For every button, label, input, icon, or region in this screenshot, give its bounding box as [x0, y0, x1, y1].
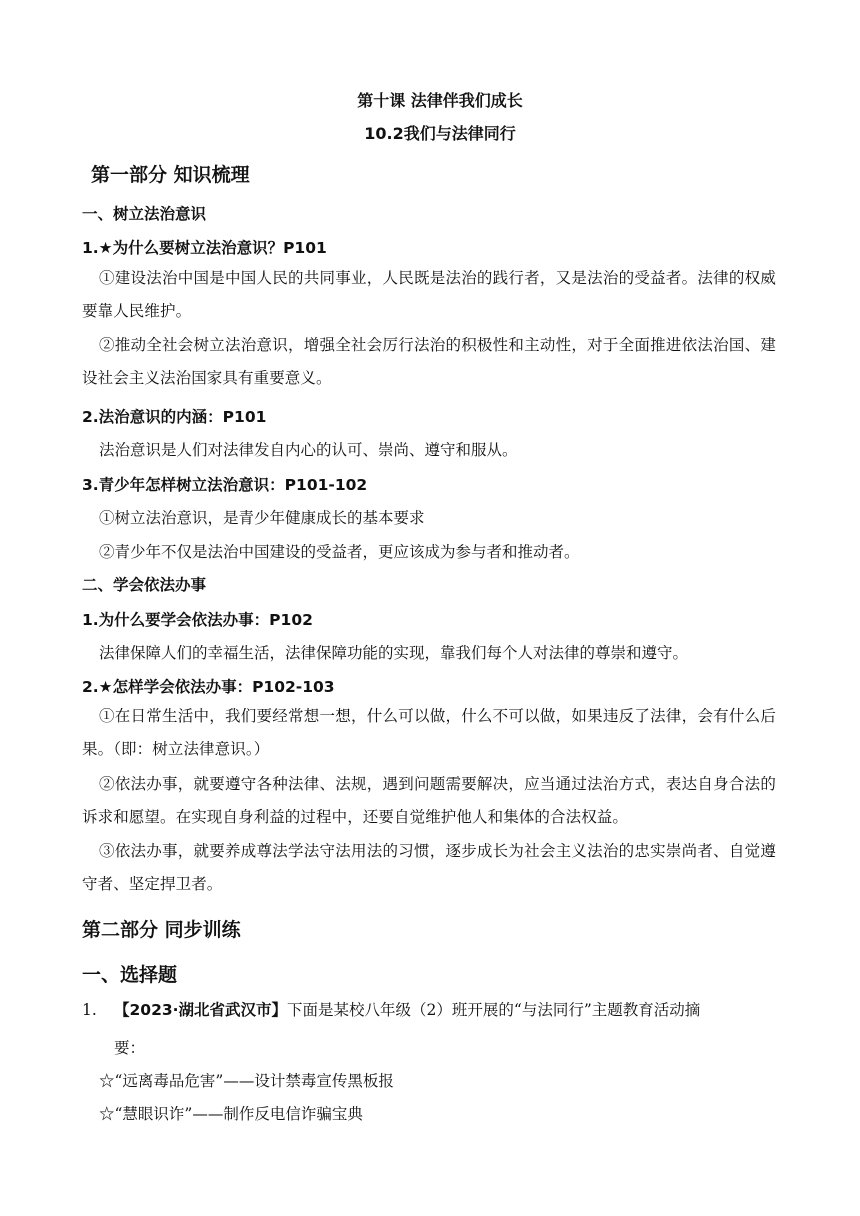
part1-s2-q1-p1: 法律保障人们的幸福生活，法律保障功能的实现，靠我们每个人对法律的尊崇和遵守。	[99, 644, 689, 662]
part1-s2-q1-label: 1.为什么要学会依法办事：P102	[82, 611, 313, 629]
part1-s1-q3-label: 3.青少年怎样树立法治意识：P101-102	[82, 476, 368, 494]
part1-s2-q2-label: 2.★怎样学会依法办事：P102-103	[82, 678, 335, 696]
part1-s1-q2-p1: 法治意识是人们对法律发自内心的认可、崇尚、遵守和服从。	[99, 441, 518, 459]
part1-s1-q2-label: 2.法治意识的内涵：P101	[82, 408, 267, 426]
section-title: 10.2我们与法律同行	[364, 124, 516, 143]
part2-heading: 第二部分 同步训练	[82, 919, 241, 941]
part1-s2-heading: 二、学会依法办事	[82, 576, 207, 594]
part1-s1-q1-p1: ①建设法治中国是中国人民的共同事业，人民既是法治的践行者，又是法治的受益者。法律的权威要靠人民维护。	[82, 269, 776, 320]
part1-s1-q3-p1: ①树立法治意识，是青少年健康成长的基本要求	[99, 509, 425, 527]
question-number: 1.	[82, 1001, 97, 1019]
part1-heading: 第一部分 知识梳理	[91, 164, 250, 186]
lesson-title: 第十课 法律伴我们成长	[357, 91, 523, 110]
question-text-line1: 下面是某校八年级（2）班开展的“与法同行”主题教育活动摘	[287, 1001, 701, 1019]
question-option-1: ☆“远离毒品危害”——设计禁毒宣传黑板报	[99, 1072, 394, 1090]
part1-s2-q2-p1: ①在日常生活中，我们要经常想一想，什么可以做，什么不可以做，如果违反了法律，会有什么后果。（即：树立法律意识。）	[82, 707, 776, 758]
question-text-line2: 要：	[114, 1039, 146, 1057]
part1-s2-q2-p2: ②依法办事，就要遵守各种法律、法规，遇到问题需要解决，应当通过法治方式，表达自身合法的诉求和愿望。在实现自身利益的过程中，还要自觉维护他人和集体的合法权益。	[82, 775, 776, 826]
part2-s1-heading: 一、选择题	[82, 964, 178, 986]
part1-s1-q3-p2: ②青少年不仅是法治中国建设的受益者，更应该成为参与者和推动者。	[99, 543, 580, 561]
question-source: 【2023·湖北省武汉市】	[114, 1001, 288, 1019]
part1-s1-heading: 一、树立法治意识	[82, 205, 207, 223]
question-option-2: ☆“慧眼识诈”——制作反电信诈骗宝典	[99, 1105, 363, 1123]
question-1	[82, 994, 776, 1027]
part1-s1-q1-label: 1.★为什么要树立法治意识？P101	[82, 239, 327, 257]
part1-s2-q2-p3: ③依法办事，就要养成尊法学法守法用法的习惯，逐步成长为社会主义法治的忠实崇尚者、自觉遵守者、坚定捍卫者。	[82, 842, 776, 893]
part1-s1-q1-p2: ②推动全社会树立法治意识，增强全社会厉行法治的积极性和主动性，对于全面推进依法治国、建设社会主义法治国家具有重要意义。	[82, 336, 776, 387]
